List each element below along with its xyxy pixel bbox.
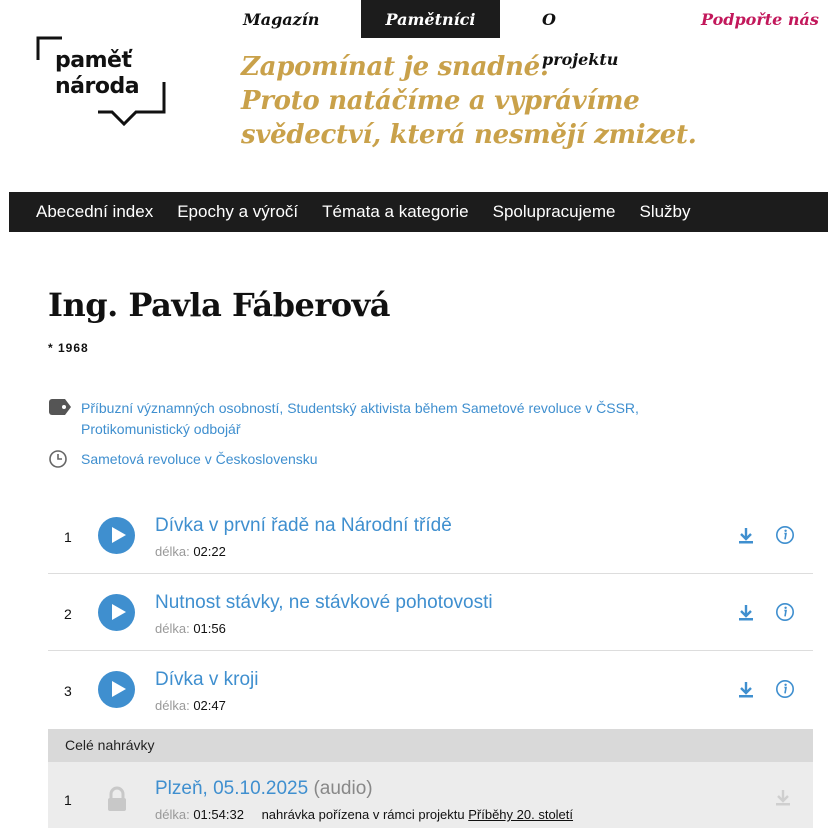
track-title[interactable]: Dívka v první řadě na Národní třídě [155, 515, 452, 536]
logo-line-2: národa [55, 74, 140, 99]
era-link[interactable]: Sametová revoluce v Československu [81, 451, 318, 467]
full-recordings-header: Celé nahrávky [48, 729, 813, 762]
slogan-line-3: svědectví, která nesmějí zmizet. [241, 120, 697, 150]
category-links-line-1[interactable]: Příbuzní významných osobností, Studentský aktivista během Sametové revoluce v ČSSR, [81, 400, 639, 416]
length-label: délka: [155, 621, 190, 636]
slogan [241, 50, 697, 152]
recording-note: nahrávka pořízena v rámci projektu [261, 807, 465, 822]
topnav-pametnici-link[interactable]: Pamětníci [361, 0, 500, 38]
mainnav-sluzby[interactable]: Služby [639, 202, 691, 221]
track-row [48, 574, 813, 651]
recording-number: 1 [64, 792, 72, 808]
length-value: 02:47 [193, 698, 226, 713]
category-tags [48, 398, 641, 440]
length-value: 01:54:32 [193, 807, 244, 822]
logo-line-1: paměť [55, 48, 132, 73]
mainnav-spolupracujeme[interactable]: Spolupracujeme [492, 202, 616, 221]
lock-icon [106, 786, 128, 812]
project-link[interactable]: Příběhy 20. století [468, 807, 574, 822]
recording-kind: (audio) [313, 778, 373, 799]
track-number: 3 [64, 683, 72, 699]
slogan-line-2: Proto natáčíme a vyprávíme [241, 86, 640, 116]
track-length [155, 698, 226, 713]
topnav-projekt-link[interactable]: O projektu [542, 10, 619, 69]
page-title: Ing. Pavla Fáberová [48, 286, 390, 324]
clock-icon [48, 449, 81, 474]
play-icon[interactable] [98, 671, 135, 708]
info-icon[interactable] [775, 525, 795, 545]
download-icon[interactable] [773, 788, 793, 808]
track-length [155, 544, 226, 559]
topnav-magazin-link[interactable]: Magazín [243, 10, 320, 29]
track-length [155, 621, 226, 636]
info-icon[interactable] [775, 602, 795, 622]
recording-place-date: Plzeň, 05.10.2025 [155, 778, 309, 799]
play-icon[interactable] [98, 594, 135, 631]
mainnav-temata-a-kategorie[interactable]: Témata a kategorie [322, 202, 469, 221]
track-row [48, 651, 813, 728]
length-label: délka: [155, 544, 190, 559]
track-list [48, 497, 813, 728]
length-label: délka: [155, 807, 190, 822]
mainnav-epochy-a-vyroci[interactable]: Epochy a výročí [177, 202, 299, 221]
site-logo[interactable] [36, 36, 166, 126]
info-icon[interactable] [775, 679, 795, 699]
length-label: délka: [155, 698, 190, 713]
category-links-line-2[interactable]: Protikomunistický odbojář [81, 421, 241, 437]
recording-details [155, 807, 573, 822]
track-number: 1 [64, 529, 72, 545]
tag-icon [48, 398, 81, 440]
download-icon[interactable] [736, 526, 756, 546]
track-number: 2 [64, 606, 72, 622]
topnav-podporte-link[interactable]: Podpořte nás [701, 10, 819, 29]
logo-text [55, 48, 139, 100]
era-row [48, 449, 641, 474]
length-value: 02:22 [193, 544, 226, 559]
track-title[interactable]: Nutnost stávky, ne stávkové pohotovosti [155, 592, 493, 613]
length-value: 01:56 [193, 621, 226, 636]
download-icon[interactable] [736, 680, 756, 700]
track-title[interactable]: Dívka v kroji [155, 669, 259, 690]
download-icon[interactable] [736, 603, 756, 623]
full-recording-row [48, 762, 813, 828]
play-icon[interactable] [98, 517, 135, 554]
track-row [48, 497, 813, 574]
recording-title[interactable] [155, 778, 373, 800]
mainnav-abecedni-index[interactable]: Abecední index [36, 202, 154, 221]
birth-year: * 1968 [48, 341, 89, 355]
slogan-line-1: Zapomínat je snadné. [241, 52, 549, 82]
main-navigation [9, 192, 828, 232]
